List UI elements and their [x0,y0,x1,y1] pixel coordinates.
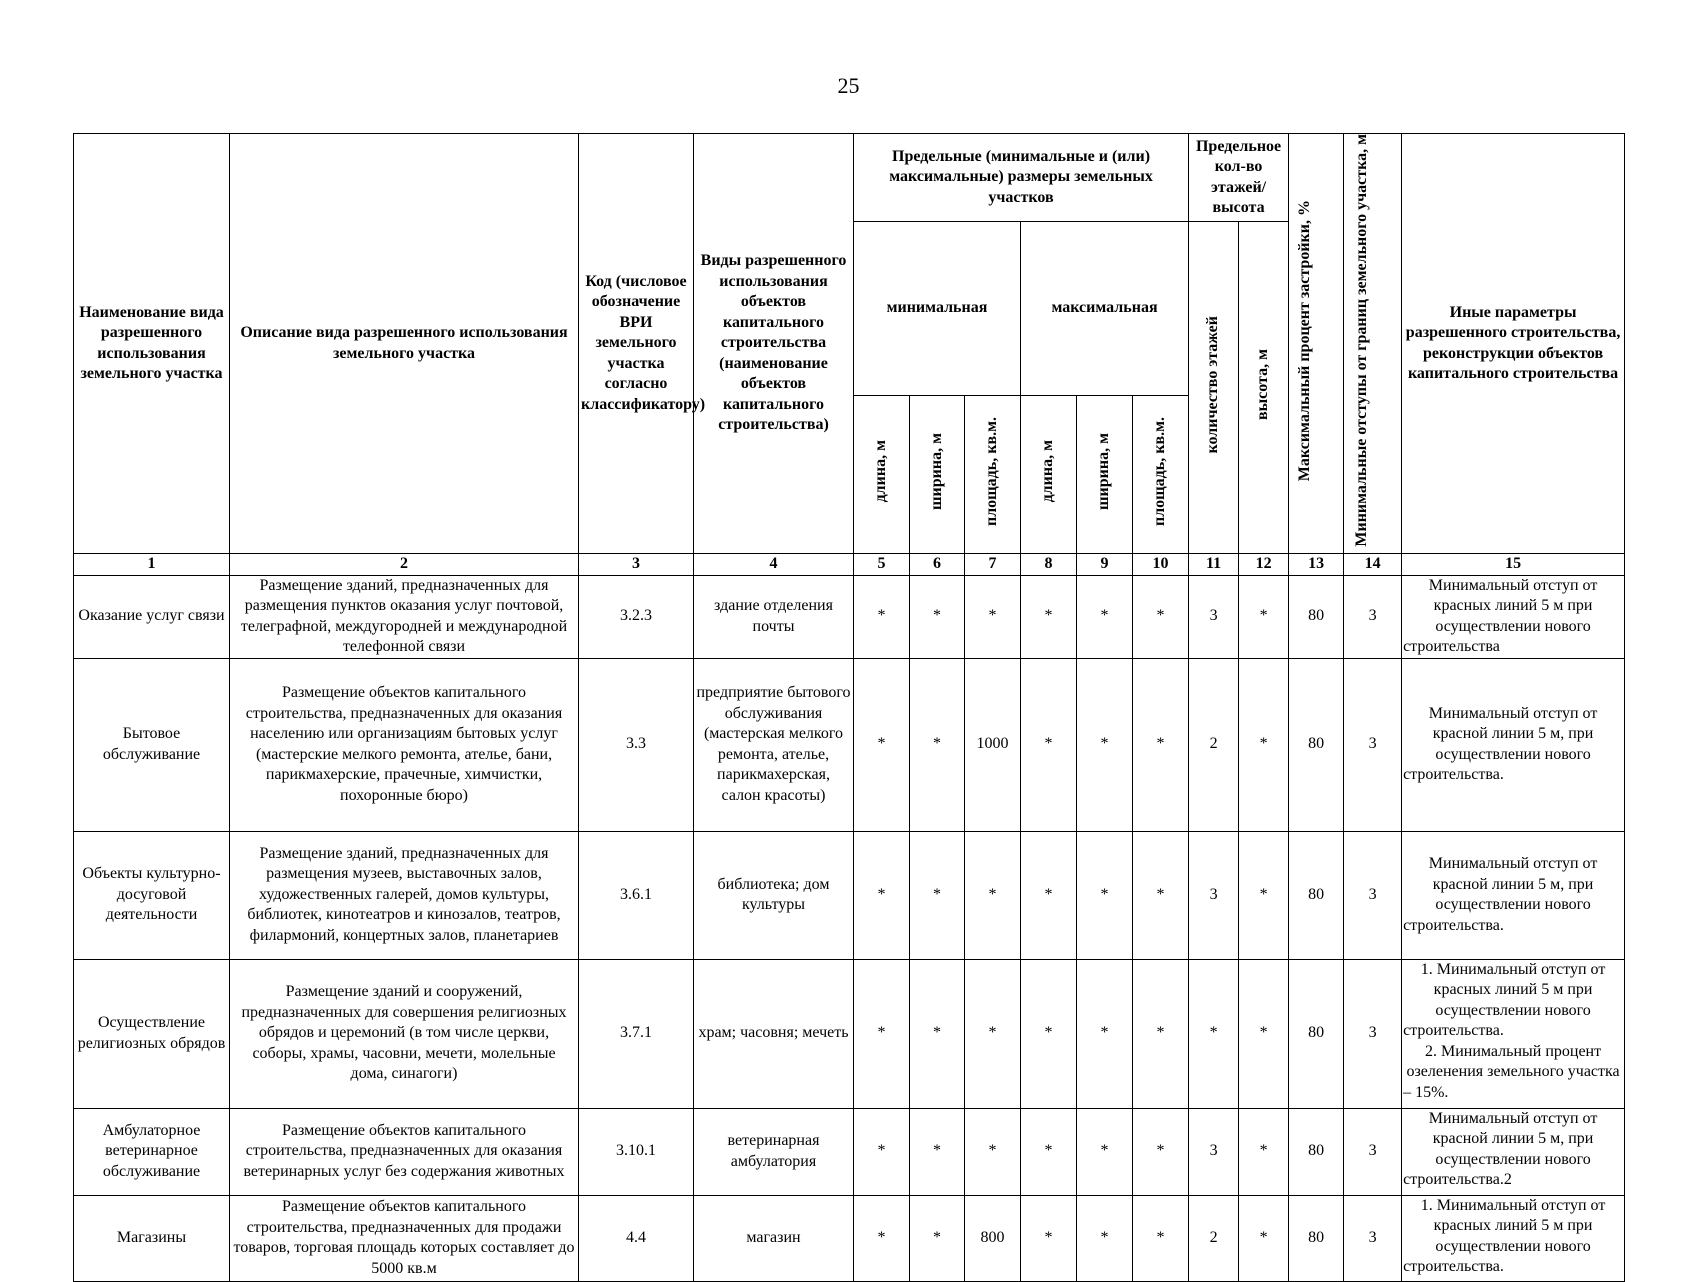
setback-cell: 3 [1344,1195,1402,1281]
min-area-cell: 1000 [965,658,1021,831]
min-length-cell: * [854,1108,910,1195]
table-row [74,1108,1625,1195]
description-cell: Размещение объектов капитального строительства, предназначенных для продажи товаров, торговая площадь которых составляет до 5000 кв.м [230,1195,579,1281]
header-plot-size-limits: Предельные (минимальные и (или) максимальные) размеры земельных участков [854,134,1189,222]
other-params-cell: 1. Минимальный отступ от красных линий 5 м при осуществлении нового строительства. [1402,1195,1625,1281]
table-row [74,658,1625,831]
max-area-cell: * [1133,1195,1189,1281]
setback-cell: 3 [1344,831,1402,959]
objects-cell: ветеринарная амбулатория [694,1108,854,1195]
min-width-cell: * [910,831,965,959]
column-number: 12 [1239,554,1289,576]
code-cell: 3.7.1 [579,959,694,1108]
build-percent-cell: 80 [1289,658,1344,831]
min-area-cell: * [965,831,1021,959]
floor-count-cell: 3 [1189,1108,1239,1195]
min-width-cell: * [910,959,965,1108]
header-min-width: ширина, м [910,396,965,554]
header-min-area: площадь, кв.м. [965,396,1021,554]
height-cell: * [1239,831,1289,959]
other-params-cell: Минимальный отступ от красной линии 5 м, при осуществлении нового строительства. [1402,831,1625,959]
min-length-cell: * [854,575,910,658]
header-object-types: Виды разрешенного использования объектов капитального строительства (наименование объектов капитального строительства) [694,134,854,554]
objects-cell: предприятие бытового обслуживания (мастерская мелкого ремонта, ателье, парикмахерская, салон красоты) [694,658,854,831]
setback-cell: 3 [1344,658,1402,831]
header-other-params: Иные параметры разрешенного строительства, реконструкции объектов капитального строительства [1402,134,1625,554]
setback-cell: 3 [1344,575,1402,658]
column-number: 8 [1021,554,1077,576]
code-cell: 3.10.1 [579,1108,694,1195]
header-max-width: ширина, м [1077,396,1133,554]
floor-count-cell: 2 [1189,658,1239,831]
other-params-cell: Минимальный отступ от красной линии 5 м, при осуществлении нового строительства.2 [1402,1108,1625,1195]
header-max-group: максимальная [1021,222,1189,396]
header-min-setbacks: Минимальные отступы от границ земельного участка, м [1344,134,1402,554]
column-number: 13 [1289,554,1344,576]
regulations-table [73,133,1625,1282]
code-cell: 3.3 [579,658,694,831]
use-name-cell: Оказание услуг связи [74,575,230,658]
header-min-group: минимальная [854,222,1021,396]
use-name-cell: Осуществление религиозных обрядов [74,959,230,1108]
min-area-cell: * [965,575,1021,658]
max-length-cell: * [1021,1108,1077,1195]
column-number: 10 [1133,554,1189,576]
build-percent-cell: 80 [1289,575,1344,658]
header-max-build-percent: Максимальный процент застройки, % [1289,134,1344,554]
code-cell: 3.2.3 [579,575,694,658]
max-area-cell: * [1133,658,1189,831]
table-row [74,831,1625,959]
objects-cell: библиотека; дом культуры [694,831,854,959]
objects-cell: здание отделения почты [694,575,854,658]
other-params-cell: Минимальный отступ от красных линий 5 м при осуществлении нового строительства [1402,575,1625,658]
max-length-cell: * [1021,959,1077,1108]
column-number: 15 [1402,554,1625,576]
description-cell: Размещение объектов капитального строительства, предназначенных для оказания ветеринарных услуг без содержания животных [230,1108,579,1195]
build-percent-cell: 80 [1289,959,1344,1108]
max-area-cell: * [1133,575,1189,658]
use-name-cell: Объекты культурно-досуговой деятельности [74,831,230,959]
description-cell: Размещение зданий и сооружений, предназначенных для совершения религиозных обрядов и церемоний (в том числе церкви, соборы, храмы, часовни, мечети, молельные дома, синагоги) [230,959,579,1108]
other-params-cell: 1. Минимальный отступ от красных линий 5 м при осуществлении нового строительства. 2. Минимальный процент озеленения земельного участка – 15%. [1402,959,1625,1108]
height-cell: * [1239,1108,1289,1195]
max-area-cell: * [1133,1108,1189,1195]
height-cell: * [1239,575,1289,658]
header-max-length: длина, м [1021,396,1077,554]
code-cell: 3.6.1 [579,831,694,959]
height-cell: * [1239,658,1289,831]
floor-count-cell: 3 [1189,831,1239,959]
floor-count-cell: 3 [1189,575,1239,658]
max-width-cell: * [1077,831,1133,959]
build-percent-cell: 80 [1289,1195,1344,1281]
max-width-cell: * [1077,959,1133,1108]
min-length-cell: * [854,1195,910,1281]
column-number: 2 [230,554,579,576]
page-number: 25 [837,73,860,98]
height-cell: * [1239,959,1289,1108]
max-width-cell: * [1077,1108,1133,1195]
column-number-row [74,554,1625,576]
min-width-cell: * [910,575,965,658]
code-cell: 4.4 [579,1195,694,1281]
description-cell: Размещение зданий, предназначенных для размещения пунктов оказания услуг почтовой, телеграфной, междугородней и международной телефонной связи [230,575,579,658]
column-number: 3 [579,554,694,576]
max-length-cell: * [1021,575,1077,658]
description-cell: Размещение зданий, предназначенных для размещения музеев, выставочных залов, художественных галерей, домов культуры, библиотек, кинотеатров и кинозалов, театров, филармоний, концертных залов, планетариев [230,831,579,959]
min-area-cell: * [965,959,1021,1108]
max-area-cell: * [1133,959,1189,1108]
floor-count-cell: 2 [1189,1195,1239,1281]
min-width-cell: * [910,1195,965,1281]
min-length-cell: * [854,959,910,1108]
header-floor-count: количество этажей [1189,222,1239,554]
other-params-cell: Минимальный отступ от красной линии 5 м, при осуществлении нового строительства. [1402,658,1625,831]
table-row [74,959,1625,1108]
objects-cell: магазин [694,1195,854,1281]
setback-cell: 3 [1344,959,1402,1108]
use-name-cell: Бытовое обслуживание [74,658,230,831]
build-percent-cell: 80 [1289,1108,1344,1195]
floor-count-cell: * [1189,959,1239,1108]
table-row [74,575,1625,658]
setback-cell: 3 [1344,1108,1402,1195]
min-area-cell: * [965,1108,1021,1195]
use-name-cell: Амбулаторное ветеринарное обслуживание [74,1108,230,1195]
min-width-cell: * [910,658,965,831]
max-length-cell: * [1021,1195,1077,1281]
height-cell: * [1239,1195,1289,1281]
column-number: 6 [910,554,965,576]
max-length-cell: * [1021,658,1077,831]
max-width-cell: * [1077,658,1133,831]
column-number: 5 [854,554,910,576]
column-number: 11 [1189,554,1239,576]
column-number: 9 [1077,554,1133,576]
min-length-cell: * [854,658,910,831]
objects-cell: храм; часовня; мечеть [694,959,854,1108]
header-max-area: площадь, кв.м. [1133,396,1189,554]
column-number: 7 [965,554,1021,576]
use-name-cell: Магазины [74,1195,230,1281]
max-width-cell: * [1077,575,1133,658]
max-area-cell: * [1133,831,1189,959]
build-percent-cell: 80 [1289,831,1344,959]
description-cell: Размещение объектов капитального строительства, предназначенных для оказания населению или организациям бытовых услуг (мастерские мелкого ремонта, ателье, бани, парикмахерские, прачечные, химчистки, похоронные бюро) [230,658,579,831]
table-row [74,1195,1625,1281]
column-number: 14 [1344,554,1402,576]
header-height: высота, м [1239,222,1289,554]
column-number: 4 [694,554,854,576]
min-area-cell: 800 [965,1195,1021,1281]
min-width-cell: * [910,1108,965,1195]
header-floors-height: Предельное кол-во этажей/ высота [1189,134,1289,222]
max-length-cell: * [1021,831,1077,959]
header-code: Код (числовое обозначение ВРИ земельного участка согласно классификатору) [579,134,694,554]
header-use-name: Наименование вида разрешенного использования земельного участка [74,134,230,554]
max-width-cell: * [1077,1195,1133,1281]
min-length-cell: * [854,831,910,959]
column-number: 1 [74,554,230,576]
header-description: Описание вида разрешенного использования земельного участка [230,134,579,554]
header-min-length: длина, м [854,396,910,554]
